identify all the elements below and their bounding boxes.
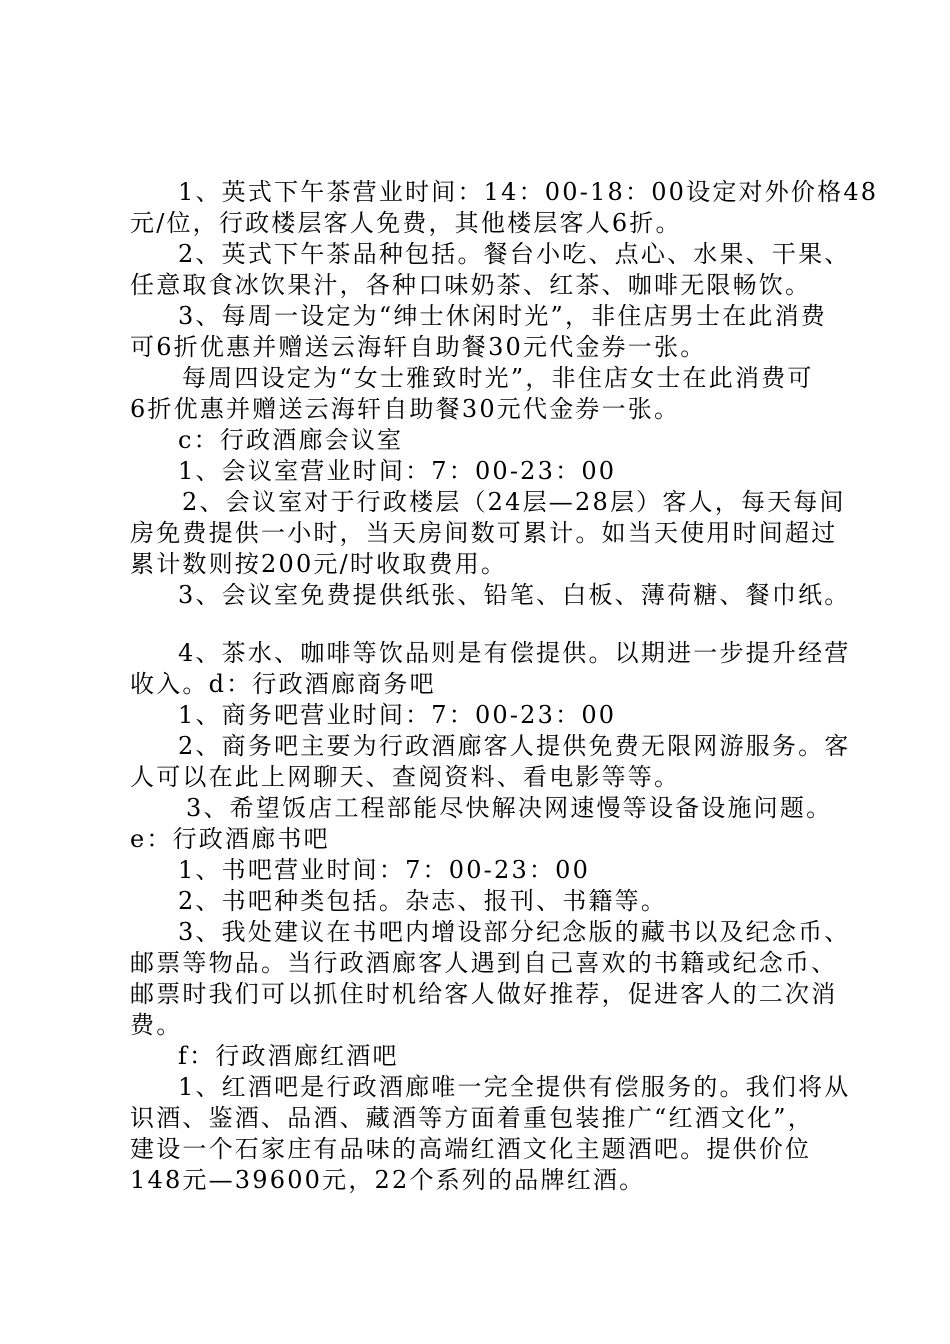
text-line: 收入。d：行政酒廊商务吧: [130, 670, 436, 698]
text-line: 人可以在此上网聊天、查阅资料、看电影等等。: [130, 763, 681, 791]
text-line: 累计数则按200元/时收取费用。: [130, 550, 508, 578]
text-line: 2、商务吧主要为行政酒廊客人提供免费无限网游服务。客: [178, 732, 851, 760]
text-line: 识酒、鉴酒、品酒、藏酒等方面着重包装推广“红酒文化”，: [130, 1104, 814, 1132]
text-line: 1、书吧营业时间：7：00-23：00: [178, 856, 591, 884]
text-line: 6折优惠并赠送云海轩自助餐30元代金券一张。: [130, 395, 681, 423]
section-heading: f：行政酒廊红酒吧: [178, 1042, 399, 1070]
text-line: 1、会议室营业时间：7：00-23：00: [178, 457, 617, 485]
text-line: 可6折优惠并赠送云海轩自助餐30元代金券一张。: [130, 333, 707, 361]
text-line: 3、会议室免费提供纸张、铅笔、白板、薄荷糖、餐巾纸。: [178, 581, 851, 609]
text-line: 任意取食冰饮果汁，各种口味奶茶、红茶、咖啡无限畅饮。: [130, 271, 812, 299]
text-line: 148元—39600元，22个系列的品牌红酒。: [130, 1166, 646, 1194]
text-line: 3、希望饭店工程部能尽快解决网速慢等设备设施问题。: [186, 794, 833, 822]
text-line: 2、书吧种类包括。杂志、报刊、书籍等。: [178, 887, 668, 915]
text-line: 邮票时我们可以抓住时机给客人做好推荐，促进客人的二次消: [130, 980, 838, 1008]
text-line: 费。: [130, 1011, 183, 1039]
text-line: 2、会议室对于行政楼层（24层—28层）客人，每天每间: [182, 488, 846, 516]
text-line: 4、茶水、咖啡等饮品则是有偿提供。以期进一步提升经营: [178, 639, 851, 667]
text-line: 1、红酒吧是行政酒廊唯一完全提供有偿服务的。我们将从: [178, 1073, 851, 1101]
text-line: 2、英式下午茶品种包括。餐台小吃、点心、水果、干果、: [178, 240, 851, 268]
text-line: 1、商务吧营业时间：7：00-23：00: [178, 701, 617, 729]
text-line: 1、英式下午茶营业时间：14：00-18：00设定对外价格48: [178, 178, 879, 206]
text-line: 每周四设定为“女士雅致时光”，非住店女士在此消费可: [182, 364, 814, 392]
text-line: 3、每周一设定为“绅士休闲时光”，非住店男士在此消费: [178, 302, 828, 330]
text-line: 3、我处建议在书吧内增设部分纪念版的藏书以及纪念币、: [178, 918, 851, 946]
section-heading: e：行政酒廊书吧: [130, 825, 330, 853]
text-line: 房免费提供一小时，当天房间数可累计。如当天使用时间超过: [130, 519, 838, 547]
section-heading: c：行政酒廊会议室: [178, 426, 404, 454]
text-line: 建设一个石家庄有品味的高端红酒文化主题酒吧。提供价位: [130, 1135, 812, 1163]
text-line: 元/位，行政楼层客人免费，其他楼层客人6折。: [130, 209, 682, 237]
text-line: 邮票等物品。当行政酒廊客人遇到自己喜欢的书籍或纪念币、: [130, 949, 838, 977]
